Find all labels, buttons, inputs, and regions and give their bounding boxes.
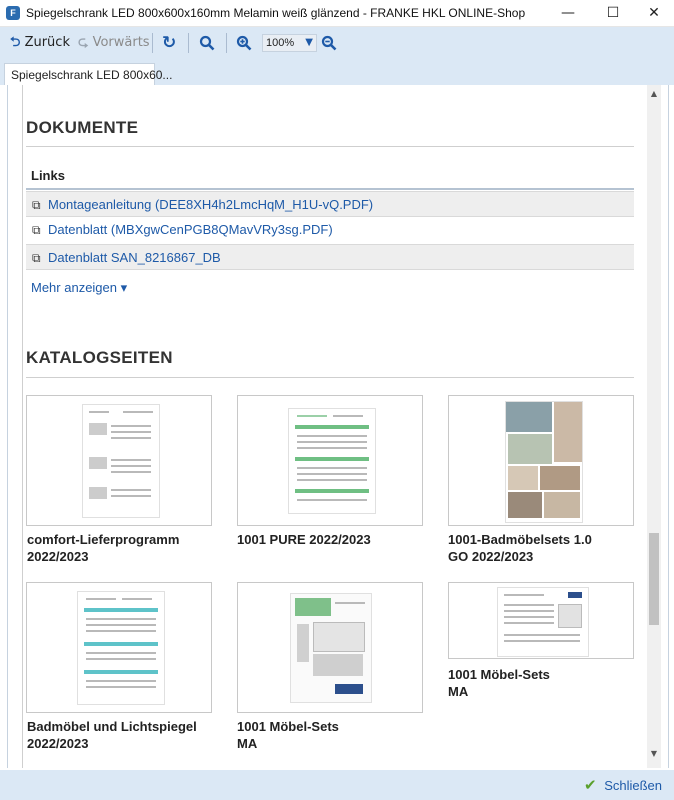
tab-bar [0,59,674,85]
zoom-out-button[interactable] [321,32,337,54]
toolbar [0,27,674,59]
section-title-katalogseiten: KATALOGSEITEN [26,348,173,367]
zoom-value: 100% [266,37,295,49]
chevron-down-icon: ▼ [305,37,313,48]
catalog-thumbnail[interactable] [26,582,212,713]
catalog-thumbnail[interactable] [237,582,423,713]
zoom-out-icon [321,35,337,51]
window-title: Spiegelschrank LED 800x600x160mm Melamin weiß glänzend - FRANKE HKL ONLINE-Shop [26,6,526,20]
document-link-label: Datenblatt (MBXgwCenPGB8QMavVRy3sg.PDF) [48,222,333,237]
document-link-label: Datenblatt SAN_8216867_DB [48,250,221,265]
scroll-up-icon[interactable]: ▲ [650,89,658,98]
app-icon: F [6,6,20,20]
arrow-right-icon: ⮎ [78,35,89,50]
arrow-left-icon: ⮌ [10,35,21,50]
divider [22,85,23,768]
search-button[interactable] [199,32,215,54]
catalog-page-image [288,408,376,514]
catalog-title: Badmöbel und Lichtspiegel 2022/2023 [27,719,197,751]
refresh-icon: ↻ [162,33,177,53]
document-link[interactable] [26,244,634,270]
forward-button[interactable] [78,32,150,54]
catalog-title: 1001 Möbel-Sets MA [237,719,339,751]
tab-product[interactable]: Spiegelschrank LED 800x60... [4,63,155,85]
catalog-page-image [82,404,160,518]
section-title-dokumente: DOKUMENTE [26,118,139,137]
divider [26,146,634,147]
zoom-in-icon [236,35,252,51]
maximize-button[interactable]: ☐ [606,5,620,21]
back-label: Zurück [24,35,70,50]
catalog-title: 1001 PURE 2022/2023 [237,532,371,547]
document-link[interactable] [26,191,634,217]
close-window-button[interactable]: ✕ [648,5,660,21]
catalog-page-image [505,401,583,523]
close-button[interactable] [584,776,662,795]
toolbar-divider [188,33,189,53]
back-button[interactable] [10,32,70,54]
catalog-page-image [290,593,372,703]
catalog-thumbnail[interactable] [237,395,423,526]
vertical-scrollbar[interactable] [647,85,661,768]
catalog-page-image [77,591,165,705]
catalog-title: comfort-Lieferprogramm 2022/2023 [27,532,180,564]
links-header: Links [26,162,634,190]
close-label: Schließen [604,778,662,793]
catalog-page-image [497,587,589,657]
minimize-button[interactable]: — [561,5,575,21]
zoom-select[interactable] [262,34,317,52]
show-more-link[interactable]: Mehr anzeigen ▾ [31,280,128,295]
toolbar-divider [226,33,227,53]
divider [26,377,634,378]
external-link-icon: ⧉ [32,223,41,237]
scrollbar-thumb[interactable] [649,533,659,625]
search-icon [199,35,215,51]
external-link-icon: ⧉ [32,251,41,265]
footer-bar [0,770,674,800]
catalog-thumbnail[interactable] [448,395,634,526]
catalog-title: 1001 Möbel-Sets MA [448,667,550,699]
title-bar [0,0,674,27]
external-link-icon: ⧉ [32,198,41,212]
checkmark-icon: ✔ [583,776,597,794]
refresh-button[interactable] [162,32,176,54]
document-link-label: Montageanleitung (DEE8XH4h2LmcHqM_H1U-vQ.PDF) [48,197,374,212]
zoom-in-button[interactable] [236,32,252,54]
document-link[interactable] [26,217,634,243]
forward-label: Vorwärts [92,35,150,50]
catalog-thumbnail[interactable] [448,582,634,659]
scroll-down-icon[interactable]: ▼ [650,749,658,758]
catalog-title: 1001-Badmöbelsets 1.0 GO 2022/2023 [448,532,592,564]
catalog-thumbnail[interactable] [26,395,212,526]
toolbar-divider [152,33,153,53]
